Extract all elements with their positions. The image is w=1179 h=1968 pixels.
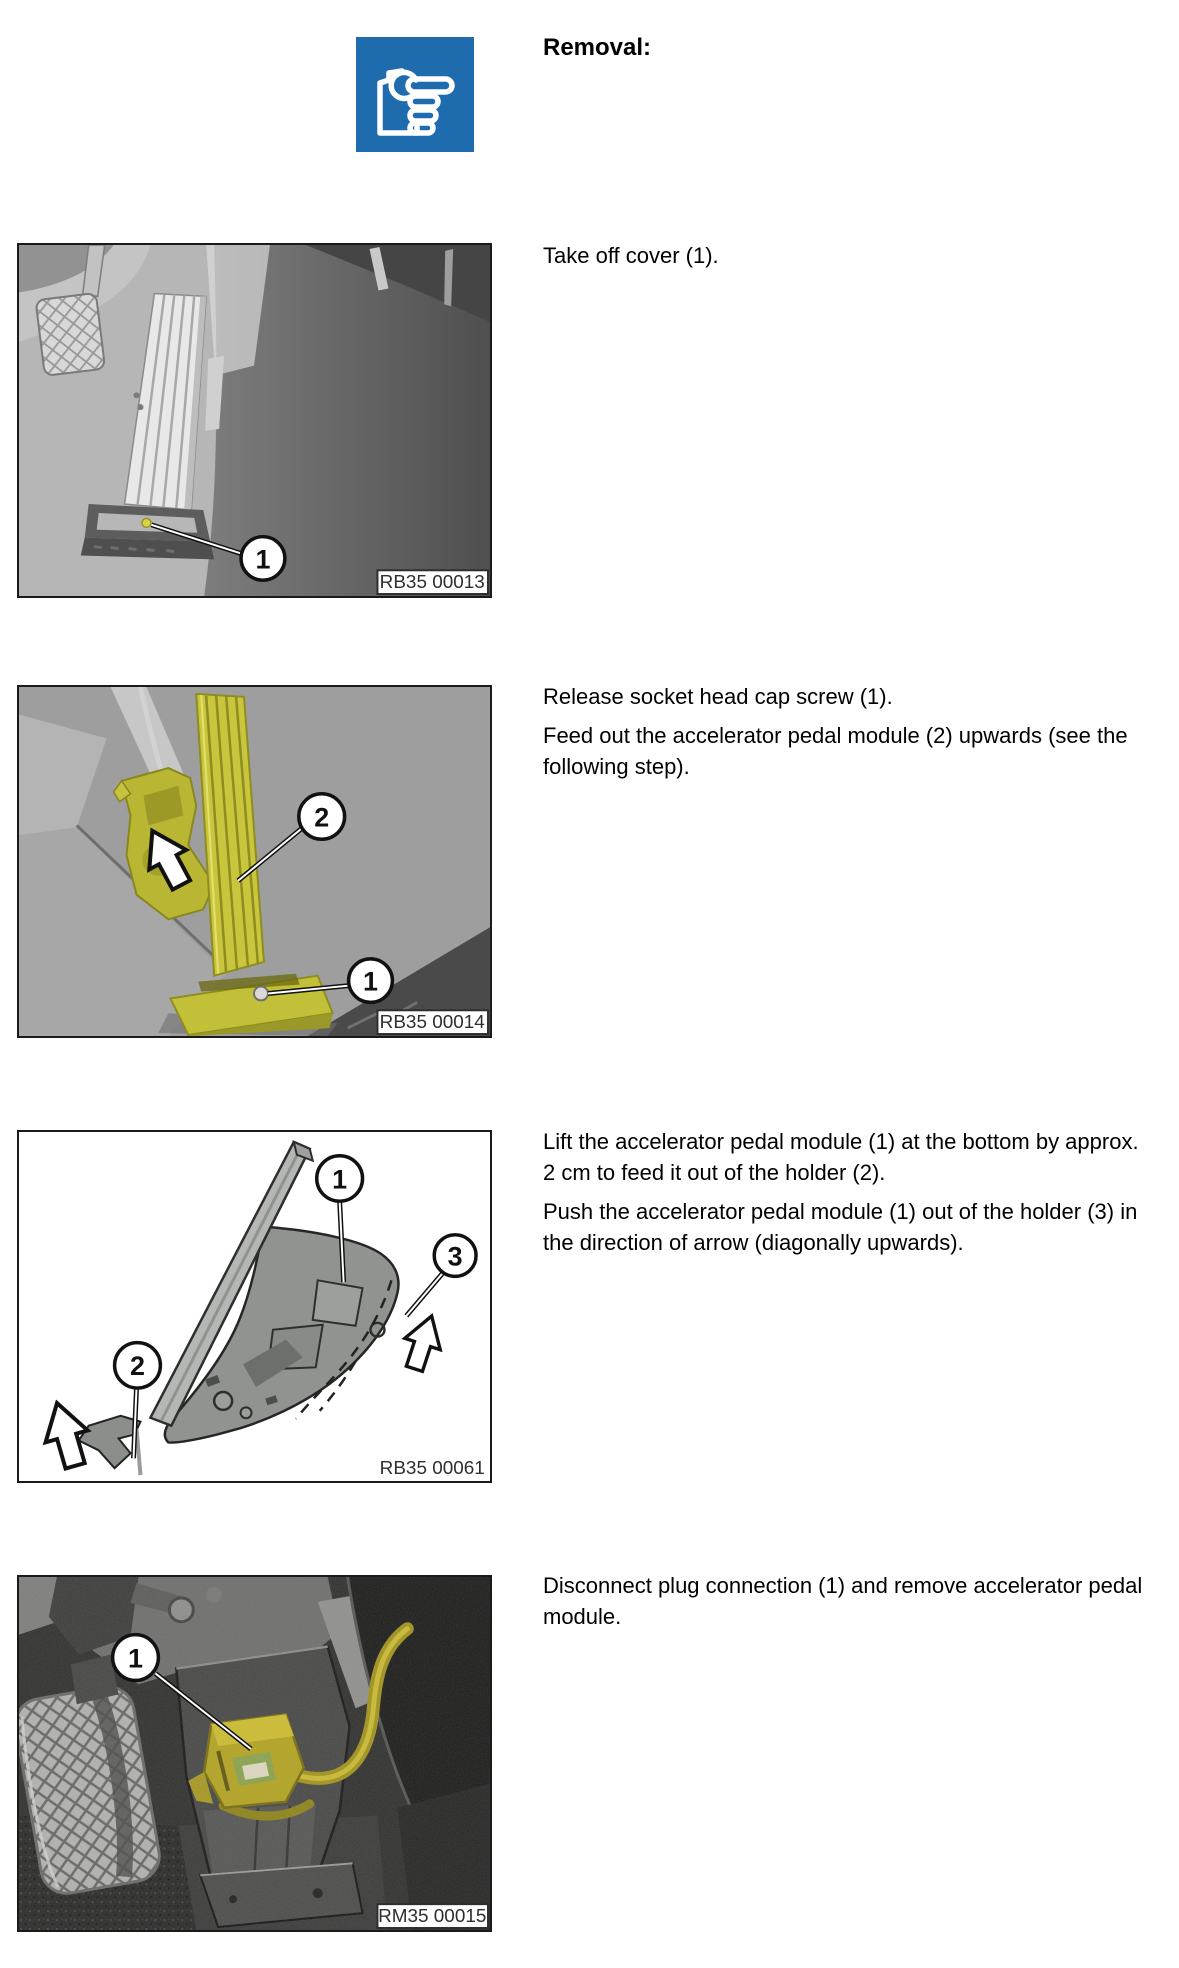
figure-id-label [380, 1457, 485, 1478]
pedal-area-illustration [19, 245, 490, 596]
svg-text:1: 1 [363, 966, 378, 997]
plug-connection-photo [19, 1577, 490, 1930]
svg-text:1: 1 [255, 544, 271, 575]
note-icon-box [356, 37, 474, 152]
svg-text:2: 2 [130, 1351, 145, 1382]
caption-paragraph: Push the accelerator pedal module (1) out of the holder (3) in the direction of arrow (diagonally upwards). [543, 1199, 1138, 1255]
brake-pedal [36, 293, 106, 376]
section-heading: Removal: [543, 34, 652, 61]
caption-paragraph: Disconnect plug connection (1) and remove accelerator pedal module. [543, 1573, 1143, 1629]
figure-release-screw [17, 685, 492, 1038]
pointing-hand-icon [356, 37, 474, 152]
figure-disconnect-plug [17, 1575, 492, 1932]
svg-text:3: 3 [447, 1241, 463, 1272]
svg-text:RB35 00013: RB35 00013 [379, 571, 485, 593]
figure-id-label [377, 570, 488, 594]
svg-text:RM35 00015: RM35 00015 [378, 1906, 487, 1928]
caption-paragraph: Take off cover (1). [543, 243, 719, 268]
pedal-cover [81, 504, 214, 559]
caption-paragraph: Feed out the accelerator pedal module (2) upwards (see the following step). [543, 723, 1128, 779]
socket-head-cap-screw [254, 987, 268, 1001]
figure-feed-out-module [17, 1130, 492, 1483]
step-4-caption [543, 1570, 1143, 1640]
svg-text:1: 1 [332, 1164, 348, 1195]
svg-text:1: 1 [128, 1643, 143, 1674]
figure-take-off-cover [17, 243, 492, 598]
step-2-caption [543, 681, 1143, 790]
module-removal-line-drawing [19, 1132, 490, 1481]
svg-text:RB35 00061: RB35 00061 [379, 1457, 485, 1479]
caption-paragraph: Lift the accelerator pedal module (1) at the bottom by approx. 2 cm to feed it out of the holder (2). [543, 1129, 1139, 1185]
cover-screw-highlight [142, 518, 151, 527]
svg-text:RB35 00014: RB35 00014 [379, 1011, 485, 1033]
figure-id-label [377, 1904, 488, 1928]
svg-text:2: 2 [314, 802, 330, 833]
photo-grain-overlay [19, 1577, 490, 1930]
accelerator-module-highlight-illustration [19, 687, 490, 1036]
caption-paragraph: Release socket head cap screw (1). [543, 684, 893, 709]
step-1-caption [543, 240, 1143, 279]
step-3-caption [543, 1126, 1143, 1266]
figure-id-label [377, 1010, 488, 1034]
